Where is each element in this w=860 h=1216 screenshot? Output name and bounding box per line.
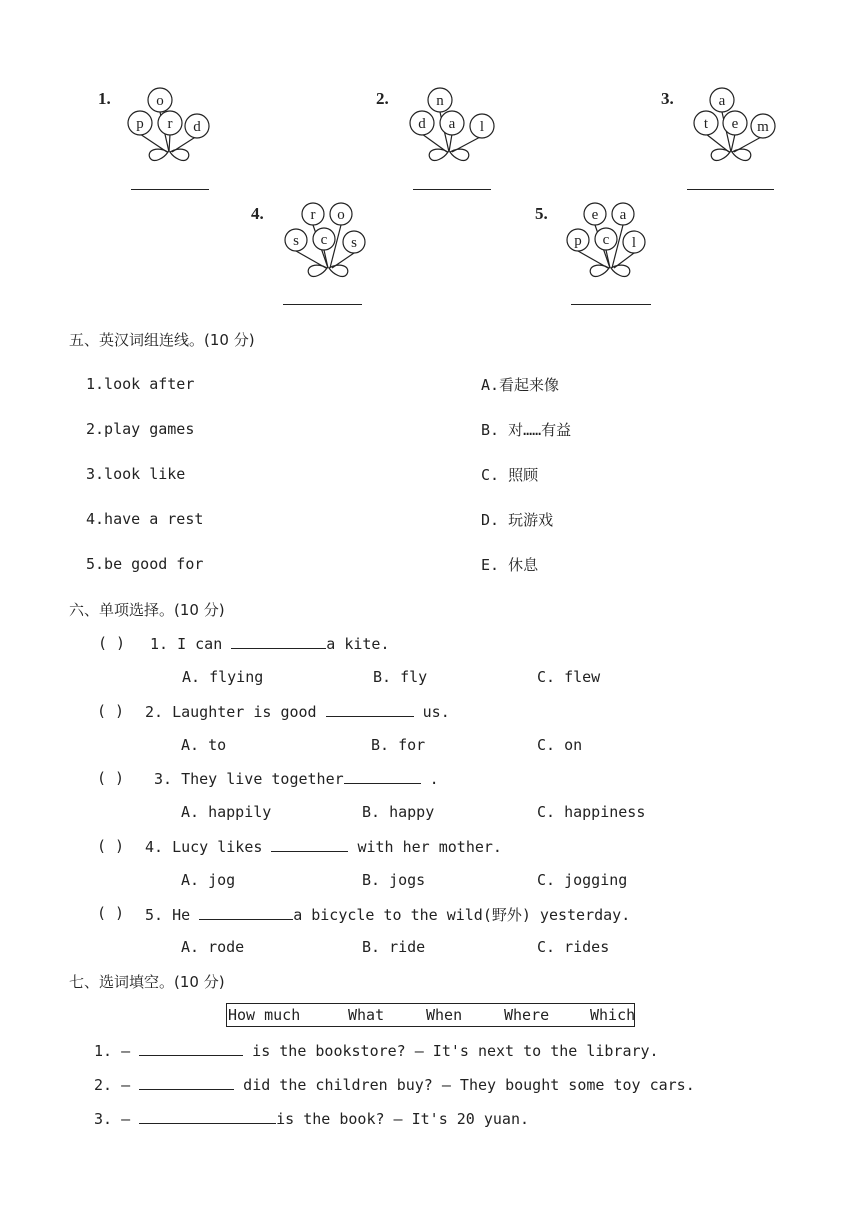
balloon-number-1: 1. <box>98 89 111 108</box>
section-7-title: 七、选词填空。(10 分) <box>69 973 225 991</box>
balloon-letter: d <box>193 119 201 135</box>
balloon-letter: s <box>351 235 357 251</box>
balloon-letter: e <box>591 207 599 223</box>
answer-paren[interactable]: ( ) <box>97 904 125 922</box>
balloon-bunch-1 <box>120 86 220 168</box>
answer-line-3[interactable] <box>687 189 774 190</box>
balloon-number-2: 2. <box>376 89 389 108</box>
balloon-bunch-5 <box>562 200 662 284</box>
balloon-letter: s <box>293 233 299 249</box>
answer-blank[interactable] <box>199 905 293 920</box>
fill-blank[interactable] <box>139 1109 276 1124</box>
question-stem: 2. Laughter is good us. <box>145 703 450 721</box>
balloon-letter: r <box>310 207 316 223</box>
balloon-letter: o <box>337 207 345 223</box>
matching-left-item[interactable]: 3.look like <box>86 465 186 483</box>
balloon-number-4: 4. <box>251 204 264 223</box>
answer-paren[interactable]: ( ) <box>97 702 125 720</box>
matching-right-item[interactable]: B. 对……有益 <box>481 421 572 439</box>
matching-right-item[interactable]: C. 照顾 <box>481 466 539 484</box>
question-stem: 5. He a bicycle to the wild(野外) yesterday. <box>145 906 631 924</box>
option-a[interactable]: A. happily <box>181 803 272 821</box>
question-stem: 4. Lucy likes with her mother. <box>145 838 502 856</box>
answer-paren[interactable]: ( ) <box>97 837 125 855</box>
balloon-letter: p <box>574 233 582 249</box>
option-b[interactable]: B. happy <box>362 803 435 821</box>
fill-item-2: 2. — did the children buy? — They bought some toy cars. <box>94 1076 695 1094</box>
answer-paren[interactable]: ( ) <box>97 769 125 787</box>
option-c[interactable]: C. jogging <box>537 871 628 889</box>
option-b[interactable]: B. for <box>371 736 426 754</box>
question-stem: 3. They live together . <box>154 770 439 788</box>
option-a[interactable]: A. flying <box>182 668 264 686</box>
option-b[interactable]: B. fly <box>373 668 428 686</box>
question-stem: 1. I can a kite. <box>150 635 390 653</box>
option-b[interactable]: B. ride <box>362 938 426 956</box>
option-c[interactable]: C. happiness <box>537 803 646 821</box>
matching-left-item[interactable]: 5.be good for <box>86 555 204 573</box>
answer-blank[interactable] <box>271 837 348 852</box>
balloon-letter: o <box>156 93 164 109</box>
balloon-bunch-4 <box>280 200 380 284</box>
word-bank-item: Where <box>504 1006 550 1024</box>
answer-line-2[interactable] <box>413 189 491 190</box>
option-b[interactable]: B. jogs <box>362 871 426 889</box>
answer-line-5[interactable] <box>571 304 651 305</box>
word-bank-item: When <box>426 1006 463 1024</box>
balloon-letter: n <box>436 93 444 109</box>
balloon-letter: p <box>136 116 144 132</box>
answer-blank[interactable] <box>326 702 414 717</box>
balloon-letter: a <box>448 116 456 132</box>
answer-blank[interactable] <box>344 769 421 784</box>
option-c[interactable]: C. flew <box>537 668 601 686</box>
fill-item-1: 1. — is the bookstore? — It's next to the library. <box>94 1042 659 1060</box>
section-5-title: 五、英汉词组连线。(10 分) <box>69 331 255 349</box>
balloon-letter: r <box>167 116 173 132</box>
matching-right-item[interactable]: E. 休息 <box>481 556 539 574</box>
option-a[interactable]: A. jog <box>181 871 236 889</box>
balloon-letter: e <box>731 116 739 132</box>
option-a[interactable]: A. to <box>181 736 227 754</box>
matching-right-item[interactable]: A.看起来像 <box>481 376 560 394</box>
balloon-letter: l <box>479 119 485 135</box>
matching-left-item[interactable]: 1.look after <box>86 375 195 393</box>
balloon-bunch-3 <box>682 86 782 168</box>
matching-left-item[interactable]: 4.have a rest <box>86 510 204 528</box>
answer-blank[interactable] <box>231 634 326 649</box>
balloon-letter: a <box>619 207 627 223</box>
answer-line-4[interactable] <box>283 304 362 305</box>
section-6-title: 六、单项选择。(10 分) <box>69 601 225 619</box>
answer-line-1[interactable] <box>131 189 209 190</box>
balloon-letter: a <box>718 93 726 109</box>
fill-blank[interactable] <box>139 1041 243 1056</box>
matching-right-item[interactable]: D. 玩游戏 <box>481 511 554 529</box>
word-bank-item: What <box>348 1006 385 1024</box>
option-c[interactable]: C. rides <box>537 938 610 956</box>
balloon-letter: l <box>631 235 637 251</box>
option-a[interactable]: A. rode <box>181 938 245 956</box>
option-c[interactable]: C. on <box>537 736 583 754</box>
word-bank-item: How much <box>228 1006 301 1024</box>
fill-item-3: 3. — is the book? — It's 20 yuan. <box>94 1110 530 1128</box>
balloon-letter: m <box>757 119 769 135</box>
word-bank-box <box>226 1003 635 1027</box>
balloon-letter: d <box>418 116 426 132</box>
matching-left-item[interactable]: 2.play games <box>86 420 195 438</box>
balloon-number-5: 5. <box>535 204 548 223</box>
balloon-letter: c <box>602 232 610 248</box>
balloon-letter: c <box>320 232 328 248</box>
balloon-bunch-2 <box>400 86 500 168</box>
balloon-number-3: 3. <box>661 89 674 108</box>
balloon-letter: t <box>703 116 709 132</box>
word-bank-item: Which <box>590 1006 636 1024</box>
fill-blank[interactable] <box>139 1075 234 1090</box>
answer-paren[interactable]: ( ) <box>98 634 126 652</box>
